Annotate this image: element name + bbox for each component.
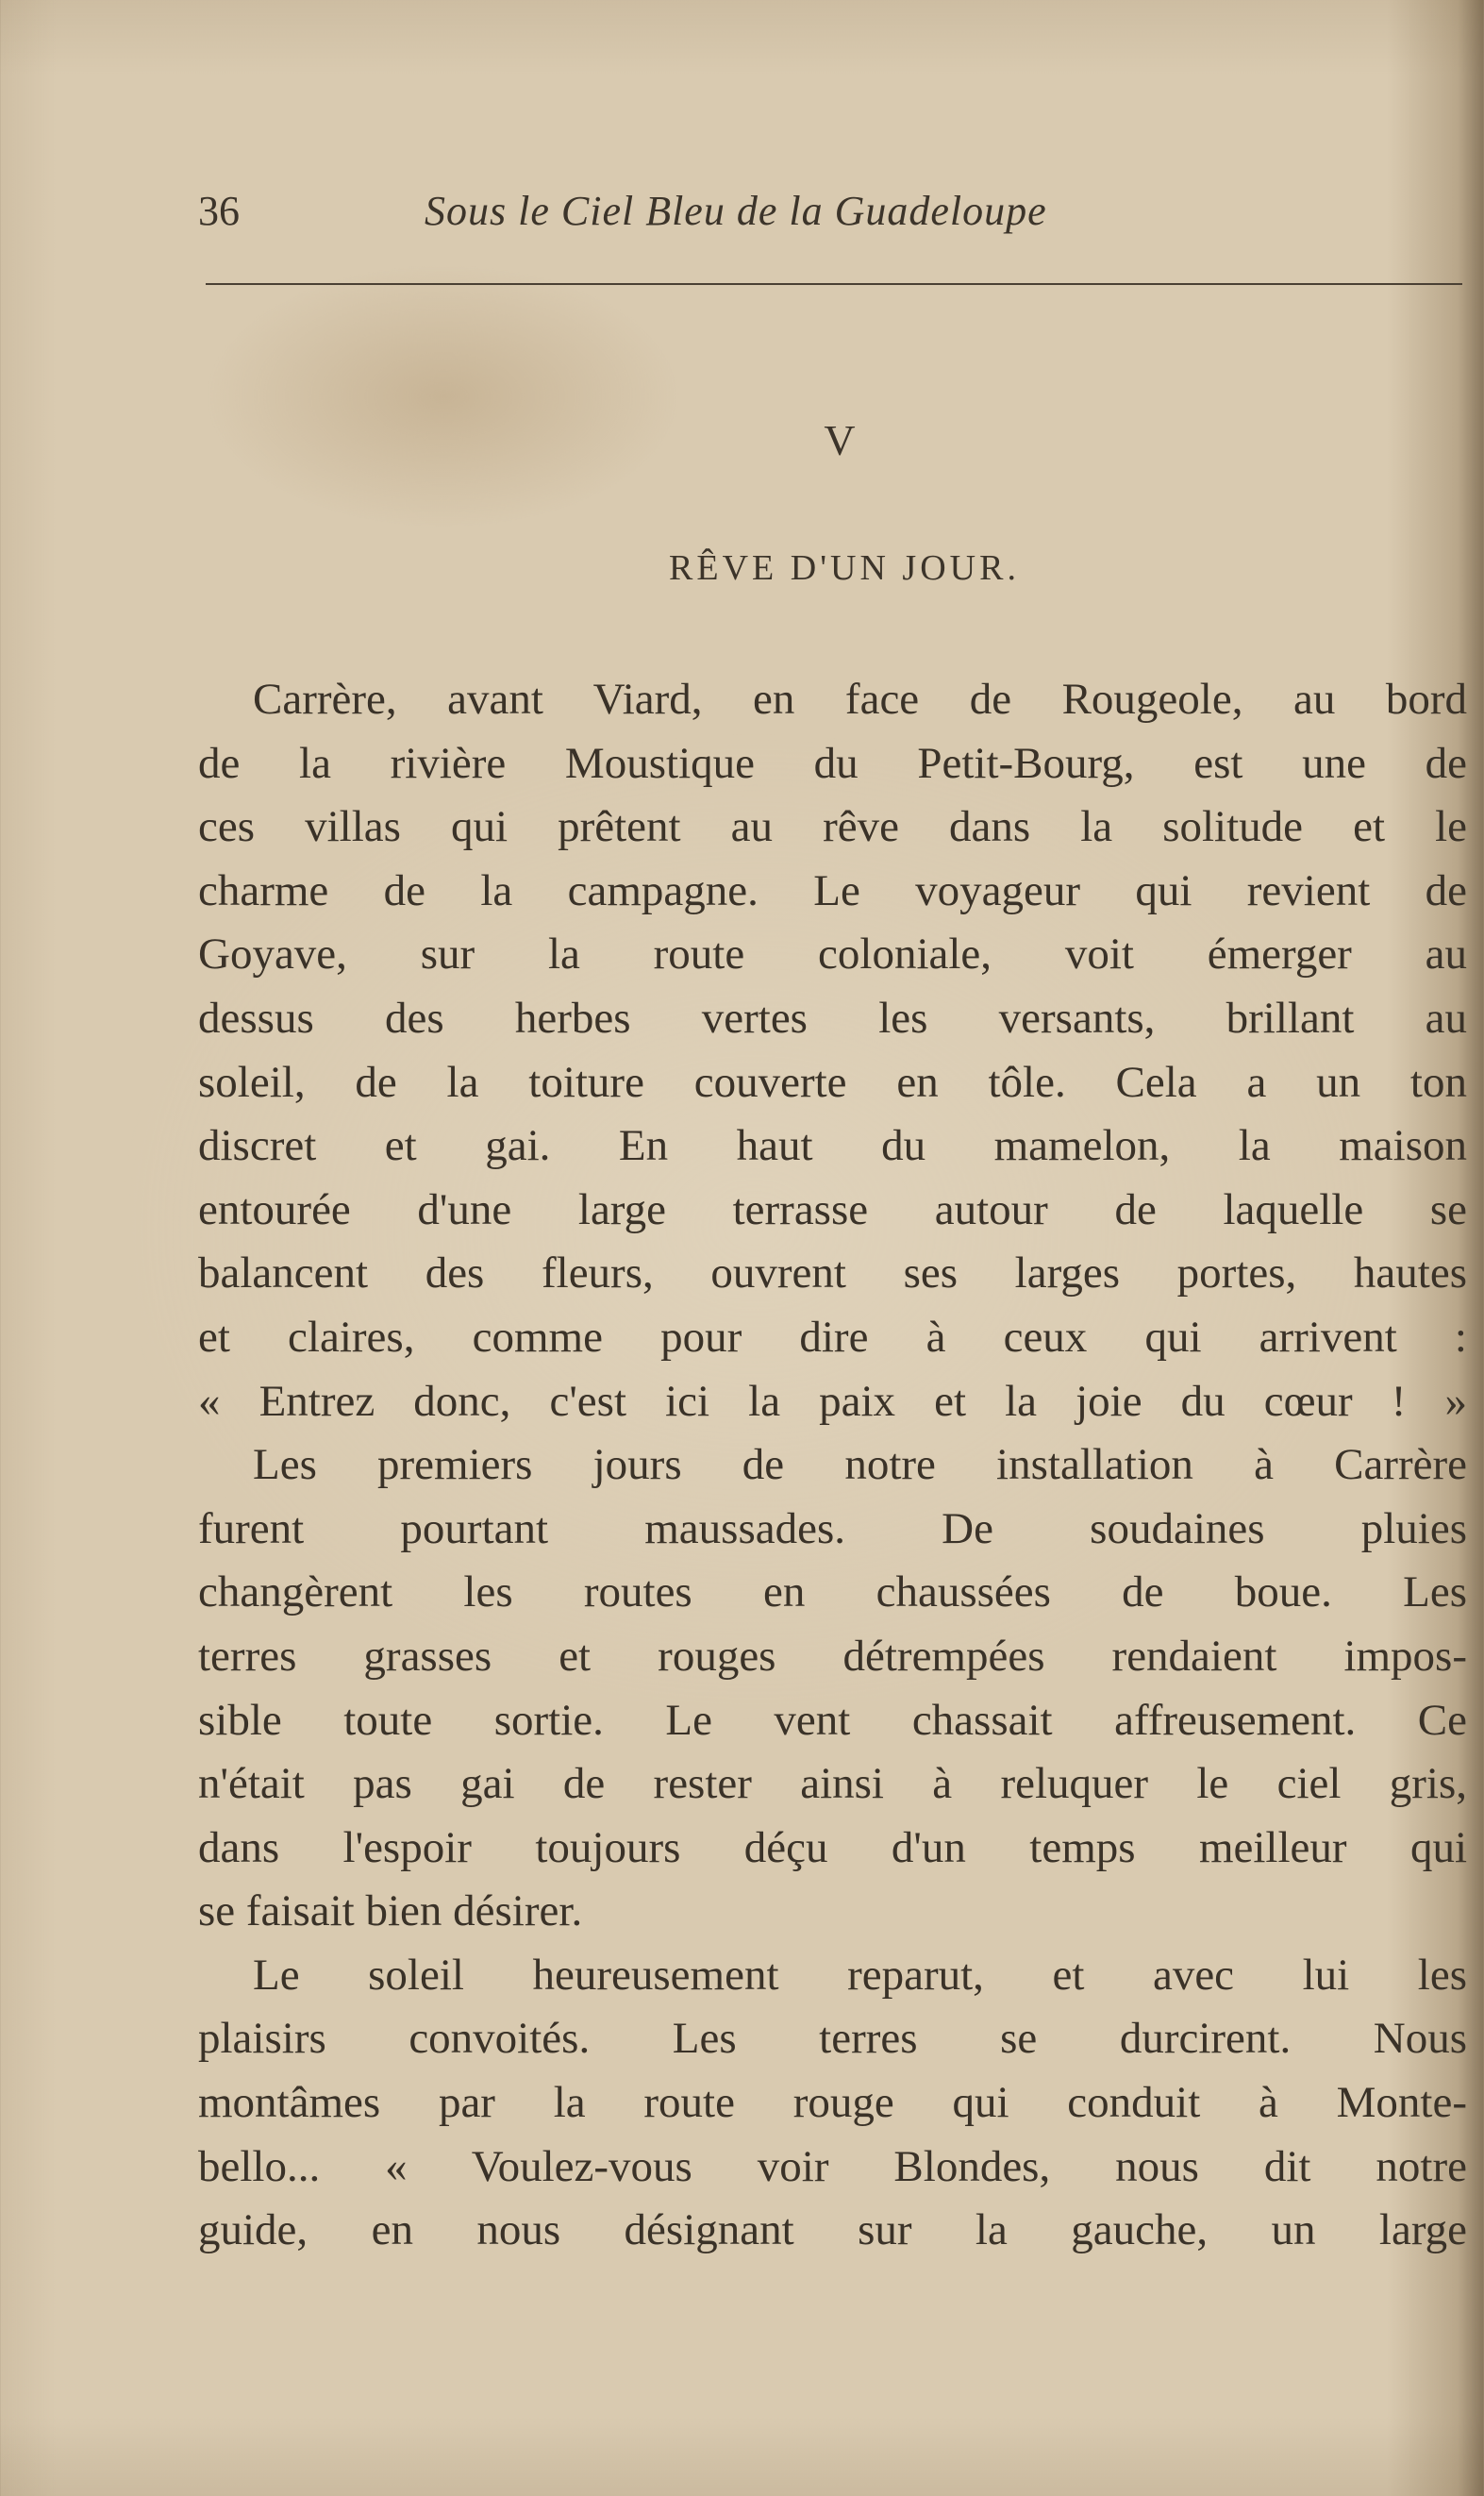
text-line: « Entrez donc, c'est ici la paix et la joie du cœur ! » (198, 1376, 1467, 1426)
text-line: dans l'espoir toujours déçu d'un temps meilleur qui (198, 1822, 1467, 1872)
chapter-title: RÊVE D'UN JOUR. (669, 548, 1020, 588)
text-line: se faisait bien désirer. (198, 1886, 583, 1936)
text-line: changèrent les routes en chaussées de boue. Les (198, 1567, 1467, 1617)
text-line: charme de la campagne. Le voyageur qui revient de (198, 865, 1467, 915)
page-number: 36 (198, 188, 240, 234)
text-line: guide, en nous désignant sur la gauche, un large (198, 2205, 1467, 2255)
text-line: sible toute sortie. Le vent chassait affreusement. Ce (198, 1695, 1467, 1745)
text-line: Carrère, avant Viard, en face de Rougeole, au bord (253, 675, 1467, 724)
text-line: Le soleil heureusement reparut, et avec lui les (253, 1950, 1467, 2000)
text-line: montâmes par la route rouge qui conduit à Monte- (198, 2078, 1467, 2128)
text-line: Goyave, sur la route coloniale, voit émerger au (198, 930, 1467, 980)
text-line: discret et gai. En haut du mamelon, la maison (198, 1121, 1467, 1171)
text-line: de la rivière Moustique du Petit-Bourg, est une de (198, 738, 1467, 788)
text-line: et claires, comme pour dire à ceux qui arrivent : (198, 1312, 1467, 1362)
text-line: n'était pas gai de rester ainsi à reluquer le ciel gris, (198, 1759, 1467, 1809)
text-line: Les premiers jours de notre installation à Carrère (253, 1440, 1467, 1490)
running-title: Sous le Ciel Bleu de la Guadeloupe (425, 188, 1047, 234)
chapter-number: V (824, 416, 856, 464)
text-line: furent pourtant maussades. De soudaines pluies (198, 1503, 1467, 1553)
text-line: ces villas qui prêtent au rêve dans la solitude et le (198, 802, 1467, 852)
text-line: entourée d'une large terrasse autour de laquelle se (198, 1184, 1467, 1234)
body-text (198, 668, 1467, 2263)
text-line: soleil, de la toiture couverte en tôle. Cela a un ton (198, 1057, 1467, 1107)
running-head (198, 187, 1462, 253)
header-rule (206, 283, 1462, 285)
text-line: terres grasses et rouges détrempées rendaient impos- (198, 1631, 1467, 1681)
text-line: dessus des herbes vertes les versants, brillant au (198, 993, 1467, 1043)
text-line: balancent des fleurs, ouvrent ses larges portes, hautes (198, 1248, 1467, 1298)
text-line: plaisirs convoités. Les terres se durcirent. Nous (198, 2014, 1467, 2064)
text-line: bello... « Voulez-vous voir Blondes, nous dit notre (198, 2141, 1467, 2191)
